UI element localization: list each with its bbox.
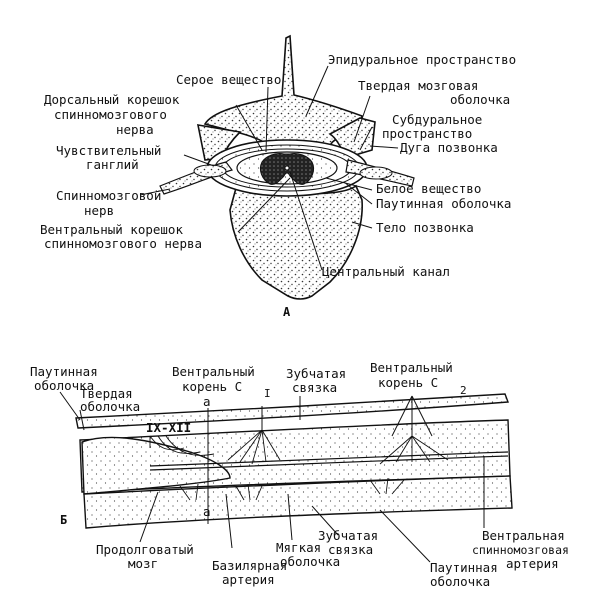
label-b-pia-2: оболочка <box>280 554 341 569</box>
label-b-ventral-artery-1: Вентральная <box>482 528 565 543</box>
vertebral-body-shape <box>230 186 362 299</box>
label-b-ventral-root-c1-1: Вентральный <box>172 364 255 379</box>
label-sensory-ganglion-1: Чувствительный <box>56 143 162 158</box>
label-gray-matter: Серое вещество <box>176 72 282 87</box>
label-b-denticulate-bottom-2: связка <box>328 542 374 557</box>
label-b-denticulate-top-1: Зубчатая <box>286 366 347 381</box>
label-ventral-root-1: Вентральный корешок <box>40 222 183 237</box>
label-b-basilar-2: артерия <box>222 572 275 587</box>
label-sensory-ganglion-2: ганглий <box>86 157 139 172</box>
label-b-dura-1: Твердая <box>80 386 133 401</box>
panel-b-drawing <box>76 394 512 528</box>
label-vertebral-body: Тело позвонка <box>376 220 474 235</box>
label-spinal-nerve-2: нерв <box>84 203 115 218</box>
label-b-ventral-root-c2-1: Вентральный <box>370 360 453 375</box>
label-b-marker-a-top: а <box>203 394 211 409</box>
panel-b-letter: Б <box>60 513 68 527</box>
label-subdural-space-2: пространство <box>382 126 473 141</box>
label-central-canal: Центральный канал <box>322 264 450 279</box>
panel-a-letter: А <box>283 305 291 319</box>
label-b-arachnoid-tl-1: Паутинная <box>30 364 98 379</box>
label-b-arachnoid-tl-2: оболочка <box>34 378 95 393</box>
ganglion-left <box>194 165 226 177</box>
label-b-denticulate-top-2: связка <box>292 380 338 395</box>
label-b-arachnoid-bottom-2: оболочка <box>430 574 491 589</box>
label-spinal-nerve-1: Спинномозговой <box>56 188 162 203</box>
label-b-denticulate-bottom-1: Зубчатая <box>318 528 379 543</box>
label-vertebral-arch: Дуга позвонка <box>400 140 498 155</box>
ganglion-right <box>360 167 392 179</box>
label-b-pia-1: Мягкая <box>276 540 322 555</box>
label-b-basilar-1: Базилярная <box>212 558 288 573</box>
label-b-ventral-artery-3: артерия <box>506 556 559 571</box>
label-b-nerves-ix-xii: IX-XII <box>146 420 192 435</box>
label-b-ventral-root-c2-2: корень С <box>378 375 439 390</box>
label-b-medulla-1: Продолговатый <box>96 542 194 557</box>
label-white-matter: Белое вещество <box>376 181 482 196</box>
label-dura-mater-1: Твердая мозговая <box>358 78 479 93</box>
label-b-ventral-root-c1-sub: I <box>264 387 271 400</box>
label-epidural-space: Эпидуральное пространство <box>328 52 517 67</box>
label-subdural-space-1: Субдуральное <box>392 112 483 127</box>
label-b-ventral-root-c2-sub: 2 <box>460 384 467 397</box>
label-b-medulla-2: мозг <box>128 556 159 571</box>
label-dorsal-root-1: Дорсальный корешок <box>44 92 180 107</box>
label-b-ventral-root-c1-2: корень С <box>182 379 243 394</box>
label-b-marker-a-bottom: а <box>203 504 211 519</box>
label-b-arachnoid-bottom-1: Паутинная <box>430 560 498 575</box>
label-arachnoid: Паутинная оболочка <box>376 196 512 211</box>
label-b-ventral-artery-2: спинномозговая <box>472 543 569 557</box>
label-dura-mater-2: оболочка <box>450 92 511 107</box>
label-b-dura-2: оболочка <box>80 399 141 414</box>
central-canal-dot <box>285 166 289 170</box>
label-dorsal-root-3: нерва <box>116 122 154 137</box>
label-dorsal-root-2: спинномозгового <box>54 107 167 122</box>
label-ventral-root-2: спинномозгового нерва <box>44 236 203 251</box>
